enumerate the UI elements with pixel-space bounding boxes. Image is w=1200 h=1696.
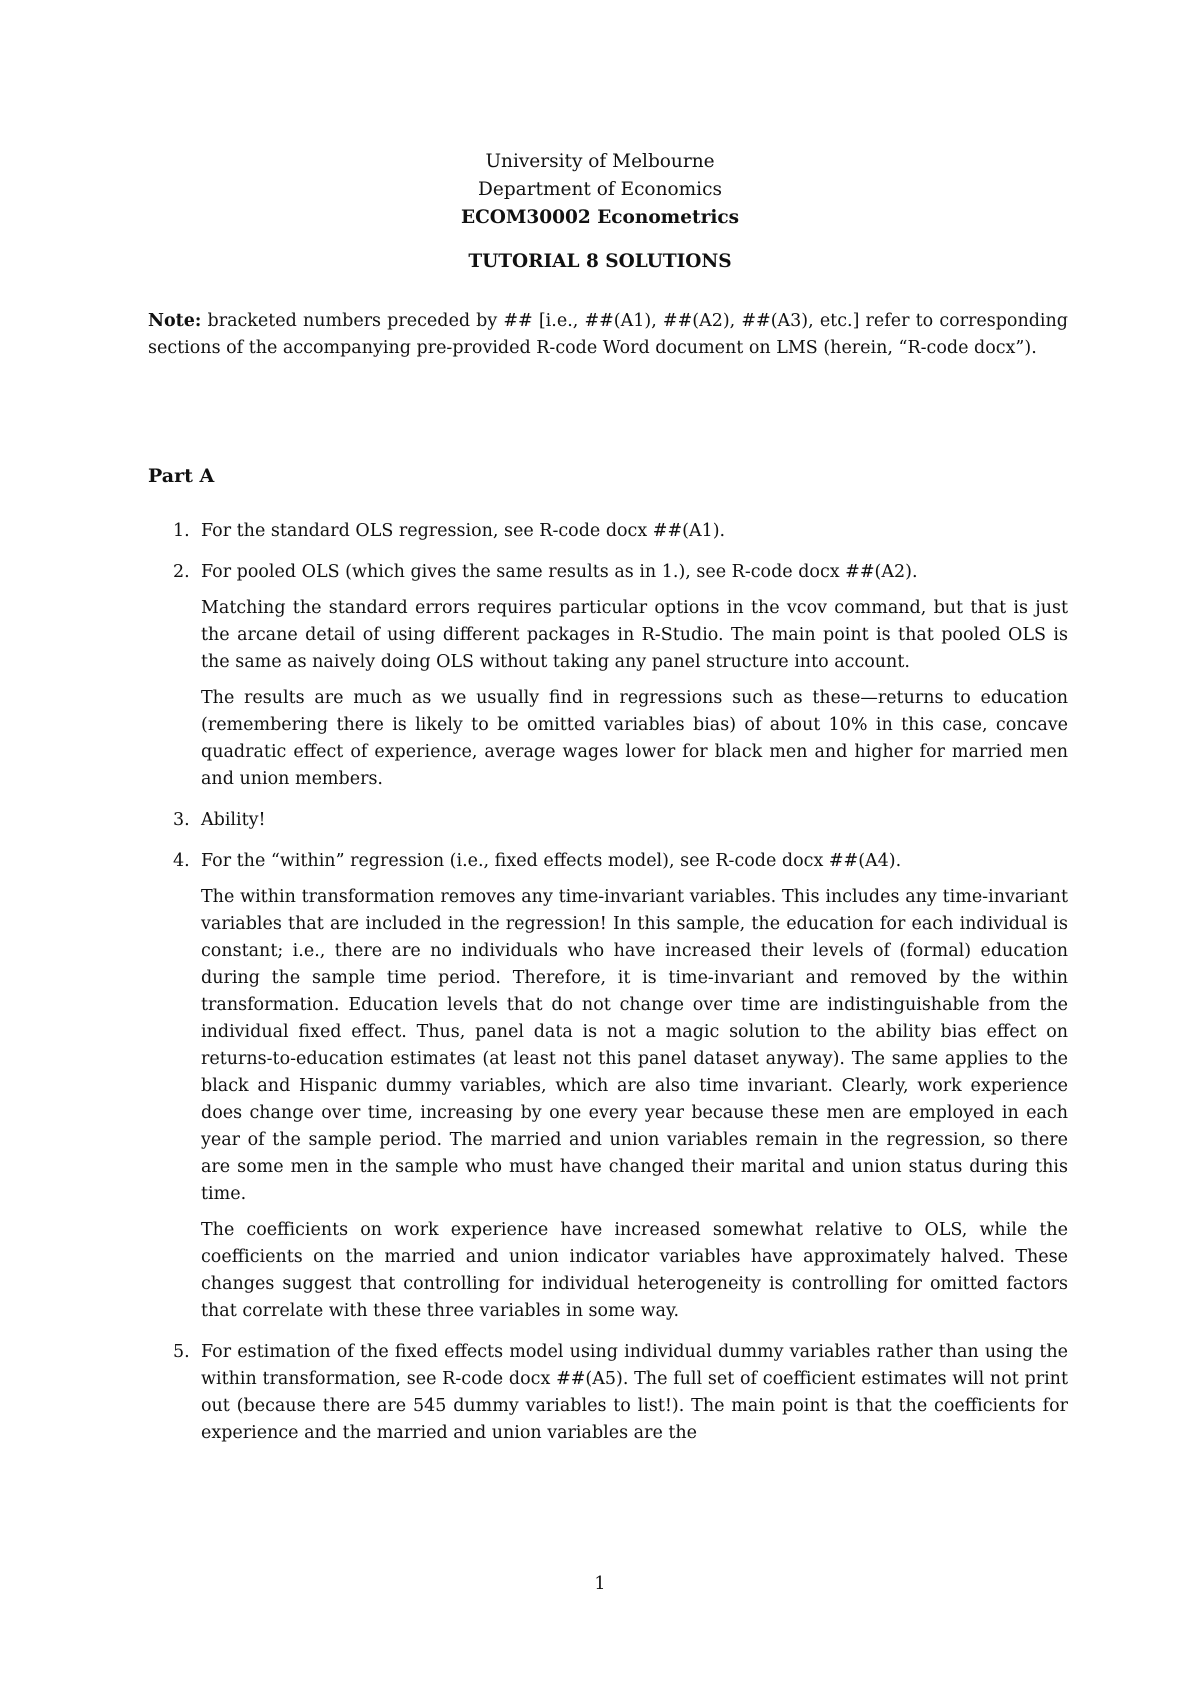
list-item [148,559,1068,793]
list-item [148,1339,1068,1447]
note-label: Note: [148,311,202,331]
document-title: TUTORIAL 8 SOLUTIONS [468,251,732,272]
item-paragraph: The results are much as we usually find in regressions such as these—returns to education (remembering there is likely to be omitted variables bias) of about 10% in this case, concave quadratic effect of experience, average wages lower for black men and higher for married men and union members. [201,688,1068,789]
item-paragraph: For estimation of the fixed effects model using individual dummy variables rather than using the within transformation, see R-code docx ##(A5). The full set of coefficient estimates will not print out (because there are 545 dummy variables to list!). The main point is that the coefficients for experience and the married and union variables are the [201,1342,1068,1443]
document-header [0,148,1200,276]
item-paragraph: For the “within” regression (i.e., fixed effects model), see R-code docx ##(A4). [201,851,902,871]
item-number: 1. [173,521,190,541]
item-paragraph: Matching the standard errors requires particular options in the vcov command, but that is just the arcane detail of using different packages in R-Studio. The main point is that pooled OLS is the same as naively doing OLS without taking any panel structure into account. [201,598,1068,672]
course-title: ECOM30002 Econometrics [460,207,740,228]
item-number: 2. [173,562,190,582]
item-paragraph: For the standard OLS regression, see R-code docx ##(A1). [201,521,726,541]
item-paragraph: For pooled OLS (which gives the same results as in 1.), see R-code docx ##(A2). [201,562,918,582]
list-item [148,807,1068,834]
university-name: University of Melbourne [485,151,715,172]
page-number: 1 [594,1574,606,1594]
department-name: Department of Economics [478,179,722,200]
list-item [148,848,1068,1325]
item-paragraph: The within transformation removes any time-invariant variables. This includes any time-invariant variables that are included in the regression! In this sample, the education for each individual is constant; i.e., there are no individuals who have increased their levels of (formal) education during the sample time period. Therefore, it is time-invariant and removed by the within transformation. Education levels that do not change over time are indistinguishable from the individual fixed effect. Thus, panel data is not a magic solution to the ability bias effect on returns-to-education estimates (at least not this panel dataset anyway). The same applies to the black and Hispanic dummy variables, which are also time invariant. Clearly, work experience does change over time, increasing by one every year because these men are employed in each year of the sample period. The married and union variables remain in the regression, so there are some men in the sample who must have changed their marital and union status during this time. [201,887,1068,1204]
list-item [148,518,1068,545]
answer-list [148,518,1068,1461]
item-number: 3. [173,810,190,830]
note-paragraph [148,308,1068,362]
item-paragraph: Ability! [201,810,266,830]
item-number: 4. [173,851,190,871]
note-text: bracketed numbers preceded by ## [i.e., ##(A1), ##(A2), ##(A3), etc.] refer to corresponding sections of the accompanying pre-provided R-code Word document on LMS (herein, “R-code docx”). [148,311,1068,358]
item-paragraph: The coefficients on work experience have increased somewhat relative to OLS, while the coefficients on the married and union indicator variables have approximately halved. These changes suggest that controlling for individual heterogeneity is controlling for omitted factors that correlate with these three variables in some way. [201,1220,1068,1321]
part-heading: Part A [148,465,215,487]
item-number: 5. [173,1342,190,1362]
